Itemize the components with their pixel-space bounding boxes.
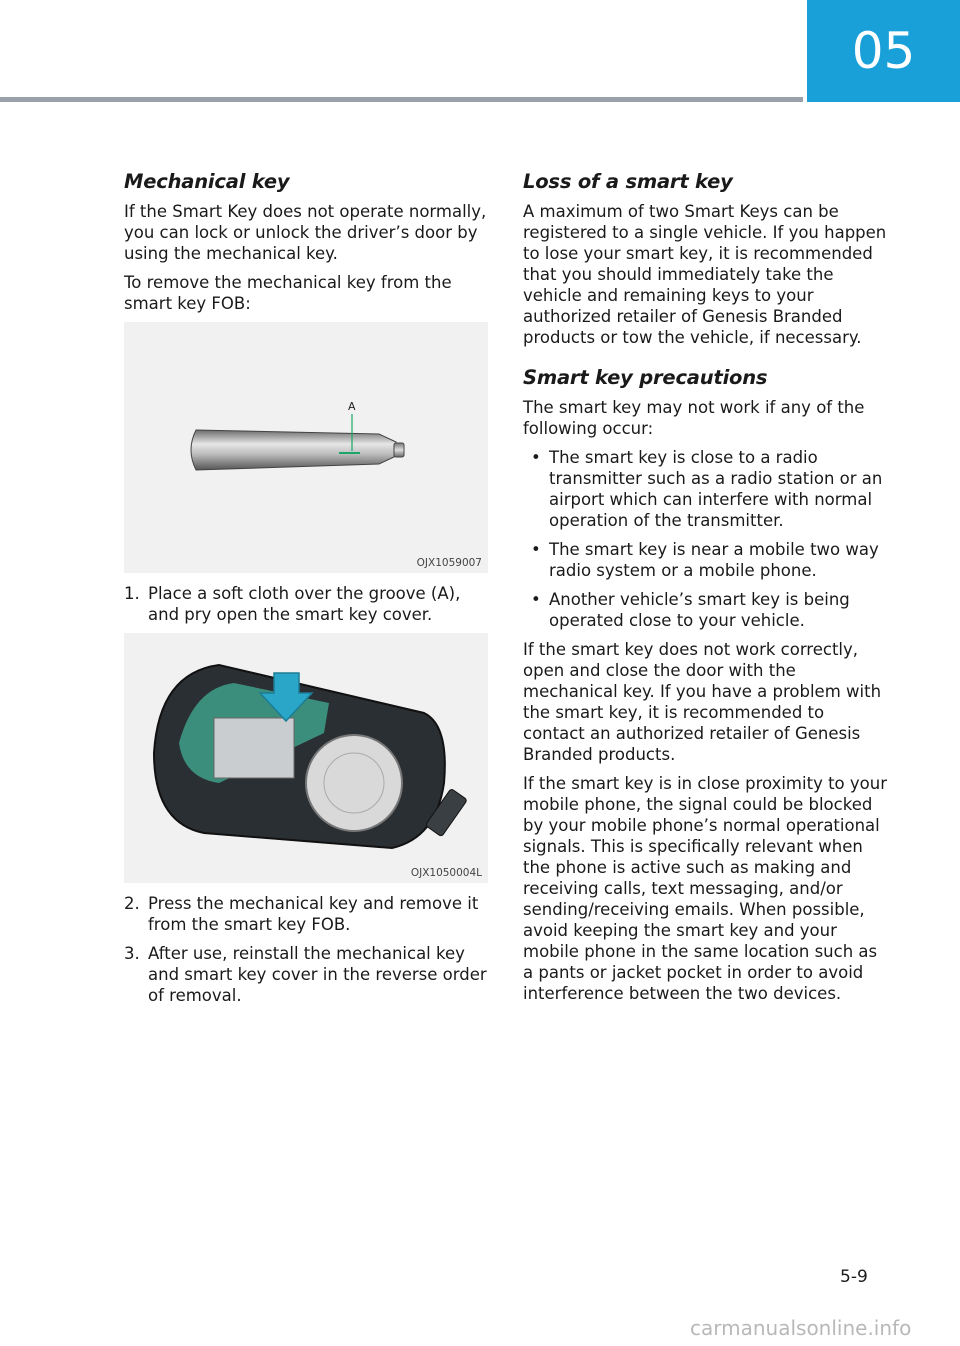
step-item [124, 943, 488, 1006]
key-tip-shape [394, 443, 404, 457]
battery-area-shape [214, 718, 294, 778]
loss-heading: Loss of a smart key [523, 170, 733, 193]
key-body-shape [191, 430, 396, 470]
chapter-tab [807, 0, 960, 102]
list-item-text: The smart key is near a mobile two way radio system or a mobile phone. [549, 540, 879, 580]
watermark: carmanualsonline.info [690, 1316, 912, 1340]
chapter-number: 05 [851, 22, 916, 80]
bullet-icon: • [531, 448, 541, 467]
figure-open-fob [124, 633, 488, 883]
precautions-intro: The smart key may not work if any of the following occur: [523, 398, 865, 438]
bullet-icon: • [531, 590, 541, 609]
mechanical-key-intro: If the Smart Key does not operate normally, you can lock or unlock the driver’s door by using the mechanical key. [124, 202, 487, 263]
right-column [523, 170, 887, 1012]
precautions-list [523, 447, 887, 631]
remove-intro: To remove the mechanical key from the smart key FOB: [124, 273, 452, 313]
header-rule [0, 97, 803, 102]
bullet-icon: • [531, 540, 541, 559]
list-item-text: The smart key is close to a radio transmitter such as a radio station or an airport which can interfere with normal operation of the transmitter. [549, 448, 883, 530]
loss-text: A maximum of two Smart Keys can be registered to a single vehicle. If you happen to lose your smart key, it is recommended that you should immediately take the vehicle and remaining keys to your authorized retailer of Genesis Branded products or tow the vehicle, if necessary. [523, 202, 887, 347]
body-paragraph: If the smart key does not work correctly, open and close the door with the mechanical key. If you have a problem with the smart key, it is recommended to contact an authorized retailer of Genesis Branded products. [523, 640, 882, 764]
mechanical-key-illustration [124, 322, 488, 573]
step-number: 2. [124, 894, 140, 913]
mechanical-key-heading: Mechanical key [124, 170, 290, 193]
step-text: After use, reinstall the mechanical key and smart key cover in the reverse order of removal. [148, 944, 487, 1005]
body-paragraph: If the smart key is in close proximity to your mobile phone, the signal could be blocked by your mobile phone’s normal operational signals. This is specifically relevant when the phone is active such as making and receiving calls, text messaging, and/or sending/receiving emails. When possible, avoid keeping the smart key and your mobile phone in the same location such as a pants or jacket pocket in order to avoid interference between the two devices. [523, 774, 887, 1003]
step-number: 1. [124, 584, 140, 603]
step-item [124, 583, 488, 625]
precautions-heading: Smart key precautions [523, 366, 768, 389]
removal-steps [124, 583, 488, 625]
figure-code: OJX1050004L [410, 867, 482, 879]
list-item [523, 539, 887, 581]
figure-mechanical-key [124, 322, 488, 573]
list-item [523, 589, 887, 631]
battery-coin-shape [306, 735, 402, 831]
step-number: 3. [124, 944, 140, 963]
page-number: 5-9 [840, 1267, 868, 1287]
step-text: Press the mechanical key and remove it from the smart key FOB. [148, 894, 479, 934]
figure-code: OJX1059007 [416, 557, 482, 569]
step-item [124, 893, 488, 935]
list-item [523, 447, 887, 531]
callout-label-a: A [348, 400, 356, 413]
left-column [124, 170, 488, 1014]
list-item-text: Another vehicle’s smart key is being operated close to your vehicle. [549, 590, 850, 630]
removal-steps-continued [124, 893, 488, 1006]
open-fob-illustration [124, 633, 488, 883]
step-text: Place a soft cloth over the groove (A), and pry open the smart key cover. [148, 584, 461, 624]
